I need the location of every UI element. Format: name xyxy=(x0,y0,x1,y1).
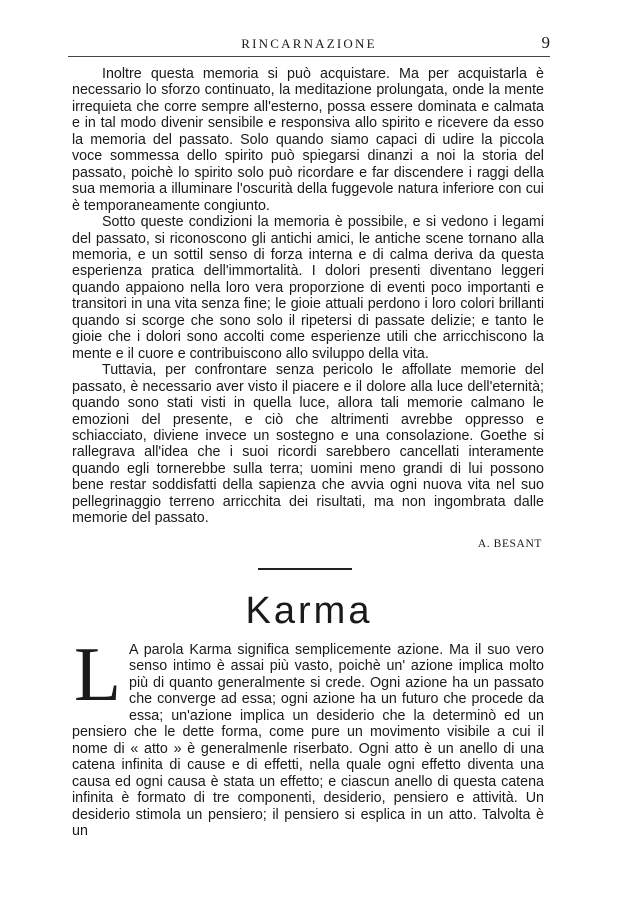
header-rule xyxy=(68,56,550,57)
paragraph: Inoltre questa memoria si può acquistare. Ma per acquistarla è necessario lo sforzo continuato, la meditazione prolungata, onde la mente irrequieta che corre sempre all'esterno, possa essere dominata e calmata e in tal modo divenir sensibile e responsiva allo spirito e ricevere da esso la memoria del passato. Solo quando siamo capaci di udire la piccola voce sommessa dello spirito può spiegarsi dinanzi a noi la storia del passato, poichè lo spirito solo può ricordare e far discendere i raggi della sua memoria a illuminare l'oscurità della fuggevole natura inferiore con cui è temporaneamente congiunto. xyxy=(72,66,544,214)
running-title: RINCARNAZIONE xyxy=(241,36,377,51)
paragraph: Tuttavia, per confrontare senza pericolo le affollate memorie del passato, è necessario aver visto il piacere e il dolore alla luce dell'eternità; quando sono stati visti in quella luce, allora tali memorie calmano le emozioni del presente, e ciò che altrimenti avrebbe oppresso e schiacciato, diviene invece un sostegno e una consolazione. Goethe si rallegrava all'idea che i suoi ricordi sarebbero cancellati interamente quando egli tornerebbe sulla terra; uomini meno grandi di lui possono bene restar soddisfatti della sapienza che avvia ogni nuova vita nel suo pellegrinaggio terreno arricchita dei risultati, ma non ingombrata dalle memorie del passato. xyxy=(72,362,544,527)
running-header xyxy=(68,33,550,58)
article-body xyxy=(72,631,544,839)
first-paragraph-text: A parola Karma significa semplicemente azione. Ma il suo vero senso intimo è assai più vasto, poichè un' azione implica molto più di quanto generalmente si crede. Ogni azione ha un passato che converge ad essa; ogni azione ha un futuro che procede da essa; un'azione implica un desiderio che la determinò ed un pensiero che le dette forma, come pure un movimento visibile a cui il nome di « atto » è generalmenle riserbato. Ogni atto è un anello di una catena infinita di cause e di effetti, nella quale ogni effetto diventa una causa ed ogni causa è stata un effetto; e ciascun anello di questa catena infinita è formato di tre componenti, desiderio, pensiero e attività. Un desiderio stimola un pensiero; il pensiero si esplica in un atto. Talvolta è un xyxy=(72,642,544,839)
paragraph: Sotto queste condizioni la memoria è possibile, e si vedono i legami del passato, si riconoscono gli antichi amici, le antiche scene tornano alla memoria, e un sottil senso di forza interna e di calma deriva da questa esperienza pratica dell'immortalità. I dolori presenti diventano leggeri quando appaiono nella loro vera proporzione di eventi poco importanti e transitori in una vita senza fine; le gioie attuali perdono i loro colori brillanti quando si scorge che sono solo il ripetersi di passate delizie; e tanto le gioie che i dolori sono accolti come esperienze utili che arricchiscono la mente e il cuore e contribuiscono allo sviluppo della vita. xyxy=(72,214,544,362)
page-number: 9 xyxy=(541,33,550,52)
section-divider xyxy=(258,568,352,570)
previous-article-body xyxy=(72,66,544,527)
author-signature: A. BESANT xyxy=(477,538,542,550)
article-title: Karma xyxy=(245,590,373,632)
first-paragraph xyxy=(72,631,544,839)
drop-cap: L xyxy=(74,631,122,717)
